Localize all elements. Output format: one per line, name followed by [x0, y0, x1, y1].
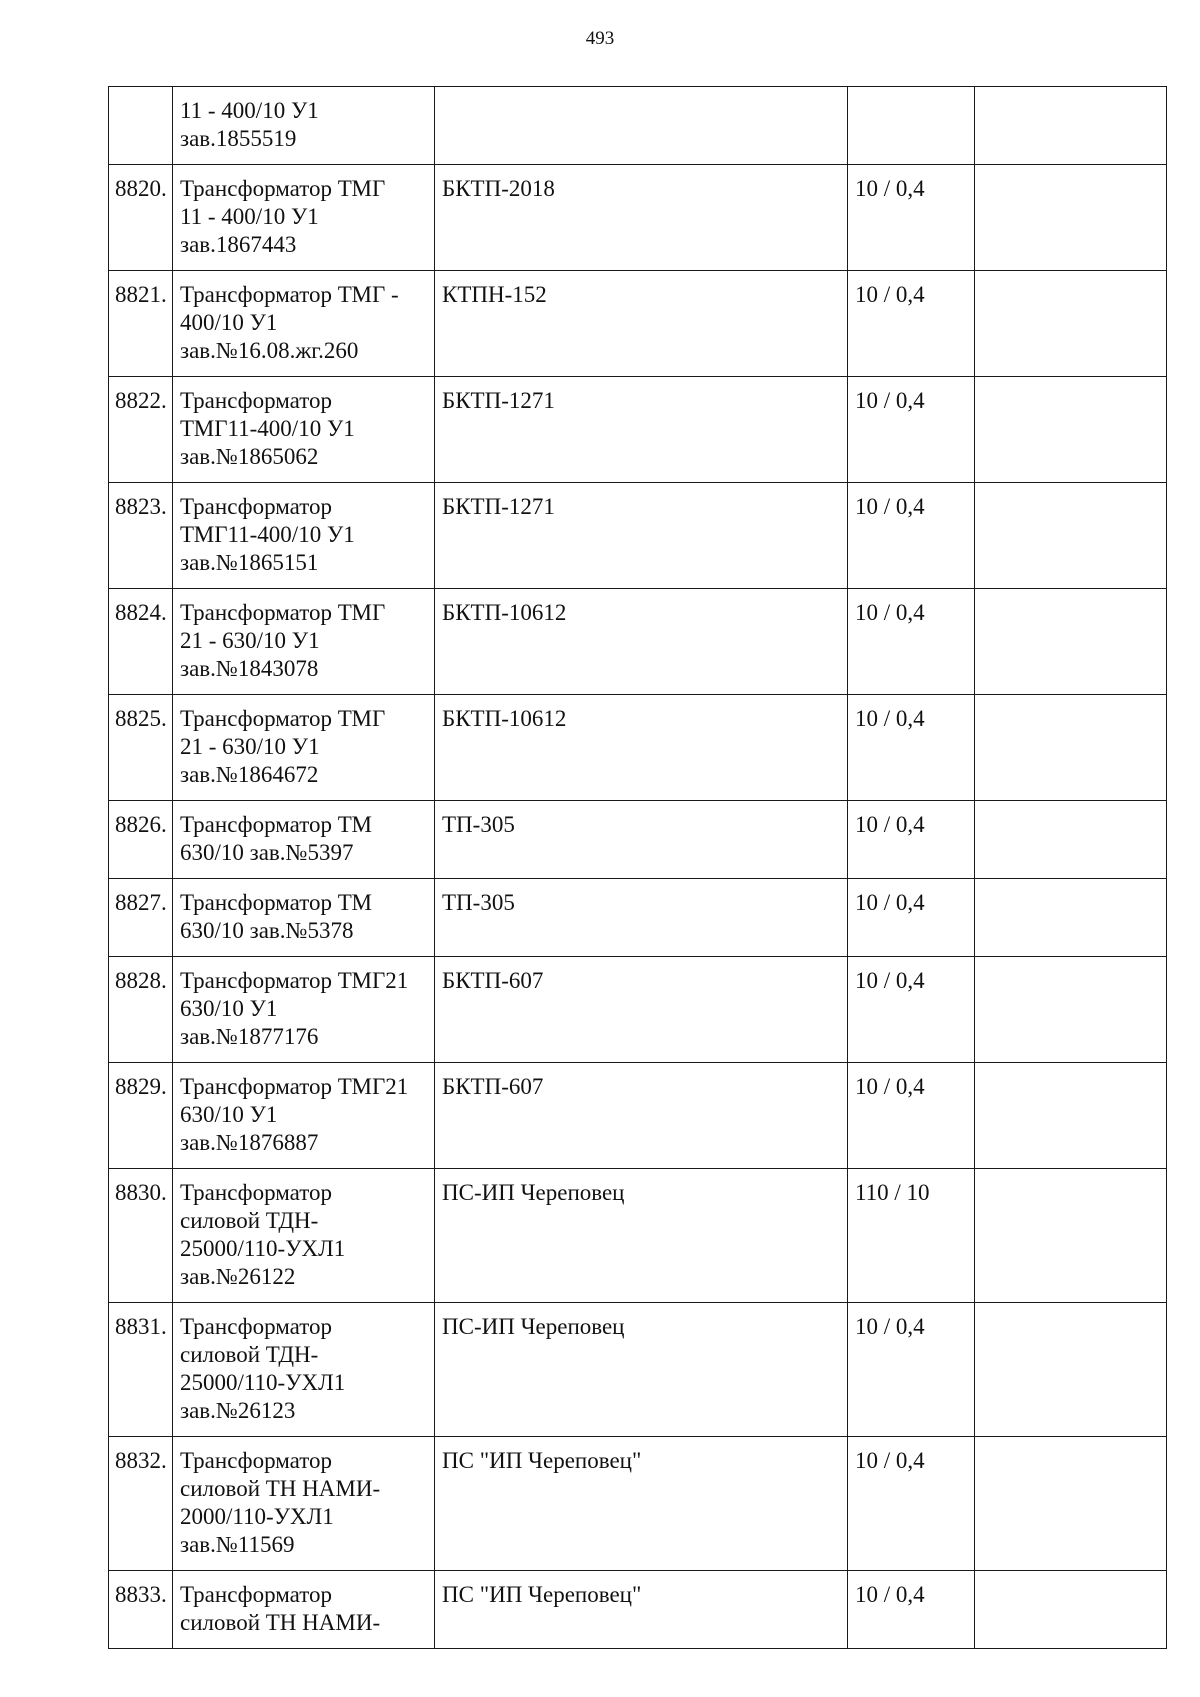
equipment-name-line: силовой ТН НАМИ- — [180, 1610, 381, 1635]
location: БКТП-607 — [435, 1063, 848, 1169]
equipment-name-line: зав.№26122 — [180, 1264, 296, 1289]
location: БКТП-10612 — [435, 695, 848, 801]
table-row — [109, 879, 1167, 957]
location: ПС "ИП Череповец" — [435, 1571, 848, 1649]
equipment-name-line: 11 - 400/10 У1 — [180, 98, 319, 123]
voltage: 10 / 0,4 — [848, 165, 975, 271]
equipment-name-line: 25000/110-УХЛ1 — [180, 1370, 346, 1395]
equipment-name-line: Трансформатор ТМ — [180, 812, 372, 837]
table-row — [109, 483, 1167, 589]
row-number: 8832. — [109, 1437, 173, 1571]
extra-cell — [975, 801, 1167, 879]
equipment-name-line: 400/10 У1 — [180, 310, 278, 335]
equipment-name — [173, 483, 435, 589]
location — [435, 87, 848, 165]
equipment-name — [173, 1169, 435, 1303]
equipment-name-line: Трансформатор — [180, 1180, 332, 1205]
row-number: 8833. — [109, 1571, 173, 1649]
row-number: 8830. — [109, 1169, 173, 1303]
equipment-name-line: зав.№1865062 — [180, 444, 319, 469]
table-row — [109, 1571, 1167, 1649]
equipment-name-line: 630/10 У1 — [180, 996, 278, 1021]
extra-cell — [975, 377, 1167, 483]
voltage: 10 / 0,4 — [848, 483, 975, 589]
equipment-name — [173, 879, 435, 957]
table-row — [109, 271, 1167, 377]
equipment-name — [173, 1437, 435, 1571]
extra-cell — [975, 695, 1167, 801]
row-number: 8827. — [109, 879, 173, 957]
equipment-name-line: зав.№1877176 — [180, 1024, 319, 1049]
equipment-name-line: зав.1855519 — [180, 126, 297, 151]
equipment-name-line: ТМГ11-400/10 У1 — [180, 522, 355, 547]
equipment-name — [173, 165, 435, 271]
voltage: 110 / 10 — [848, 1169, 975, 1303]
location: ТП-305 — [435, 879, 848, 957]
row-number: 8825. — [109, 695, 173, 801]
voltage: 10 / 0,4 — [848, 1303, 975, 1437]
equipment-name-line: зав.№1865151 — [180, 550, 319, 575]
equipment-name-line: зав.№1864672 — [180, 762, 319, 787]
voltage: 10 / 0,4 — [848, 589, 975, 695]
voltage: 10 / 0,4 — [848, 879, 975, 957]
row-number: 8826. — [109, 801, 173, 879]
equipment-name — [173, 1571, 435, 1649]
location: БКТП-10612 — [435, 589, 848, 695]
location: БКТП-1271 — [435, 377, 848, 483]
extra-cell — [975, 165, 1167, 271]
table-row — [109, 1437, 1167, 1571]
location: КТПН-152 — [435, 271, 848, 377]
voltage: 10 / 0,4 — [848, 801, 975, 879]
equipment-name — [173, 87, 435, 165]
table-body — [109, 87, 1167, 1649]
equipment-name-line: Трансформатор ТМГ21 — [180, 1074, 409, 1099]
row-number: 8823. — [109, 483, 173, 589]
table-row — [109, 695, 1167, 801]
location: ПС-ИП Череповец — [435, 1303, 848, 1437]
row-number: 8822. — [109, 377, 173, 483]
equipment-table — [108, 86, 1167, 1649]
equipment-name-line: 630/10 зав.№5397 — [180, 840, 354, 865]
equipment-name-line: 21 - 630/10 У1 — [180, 628, 320, 653]
equipment-name-line: силовой ТДН- — [180, 1208, 319, 1233]
equipment-name — [173, 695, 435, 801]
equipment-name-line: зав.№11569 — [180, 1532, 295, 1557]
equipment-name-line: зав.№16.08.жг.260 — [180, 338, 359, 363]
extra-cell — [975, 1303, 1167, 1437]
extra-cell — [975, 589, 1167, 695]
extra-cell — [975, 87, 1167, 165]
voltage — [848, 87, 975, 165]
location: БКТП-1271 — [435, 483, 848, 589]
equipment-name-line: силовой ТДН- — [180, 1342, 319, 1367]
equipment-name-line: зав.№1876887 — [180, 1130, 319, 1155]
page-number: 493 — [585, 28, 615, 49]
row-number: 8829. — [109, 1063, 173, 1169]
equipment-name — [173, 801, 435, 879]
voltage: 10 / 0,4 — [848, 1063, 975, 1169]
table-row — [109, 957, 1167, 1063]
row-number: 8824. — [109, 589, 173, 695]
equipment-name — [173, 589, 435, 695]
extra-cell — [975, 957, 1167, 1063]
equipment-name-line: зав.1867443 — [180, 232, 297, 257]
extra-cell — [975, 1437, 1167, 1571]
table-row — [109, 1063, 1167, 1169]
extra-cell — [975, 1169, 1167, 1303]
location: БКТП-2018 — [435, 165, 848, 271]
equipment-name-line: 630/10 зав.№5378 — [180, 918, 354, 943]
extra-cell — [975, 483, 1167, 589]
equipment-name-line: зав.№1843078 — [180, 656, 319, 681]
table-row — [109, 801, 1167, 879]
equipment-name-line: Трансформатор ТМГ21 — [180, 968, 409, 993]
equipment-name — [173, 271, 435, 377]
equipment-name-line: Трансформатор ТМГ — [180, 176, 386, 201]
equipment-name-line: Трансформатор ТМГ — [180, 600, 386, 625]
equipment-name-line: ТМГ11-400/10 У1 — [180, 416, 355, 441]
equipment-name — [173, 377, 435, 483]
row-number: 8828. — [109, 957, 173, 1063]
row-number: 8821. — [109, 271, 173, 377]
extra-cell — [975, 271, 1167, 377]
extra-cell — [975, 1063, 1167, 1169]
voltage: 10 / 0,4 — [848, 957, 975, 1063]
table-row — [109, 1303, 1167, 1437]
table-row — [109, 87, 1167, 165]
location: ПС "ИП Череповец" — [435, 1437, 848, 1571]
row-number: 8820. — [109, 165, 173, 271]
table-row — [109, 165, 1167, 271]
equipment-name-line: Трансформатор — [180, 494, 332, 519]
equipment-name-line: Трансформатор — [180, 1448, 332, 1473]
equipment-name — [173, 957, 435, 1063]
equipment-name — [173, 1063, 435, 1169]
location: БКТП-607 — [435, 957, 848, 1063]
equipment-name-line: 25000/110-УХЛ1 — [180, 1236, 346, 1261]
voltage: 10 / 0,4 — [848, 271, 975, 377]
table-row — [109, 377, 1167, 483]
voltage: 10 / 0,4 — [848, 377, 975, 483]
extra-cell — [975, 879, 1167, 957]
equipment-name — [173, 1303, 435, 1437]
equipment-name-line: 11 - 400/10 У1 — [180, 204, 319, 229]
location: ПС-ИП Череповец — [435, 1169, 848, 1303]
equipment-name-line: Трансформатор — [180, 1314, 332, 1339]
table-row — [109, 589, 1167, 695]
row-number — [109, 87, 173, 165]
voltage: 10 / 0,4 — [848, 695, 975, 801]
equipment-name-line: силовой ТН НАМИ- — [180, 1476, 381, 1501]
equipment-name-line: Трансформатор ТМ — [180, 890, 372, 915]
row-number: 8831. — [109, 1303, 173, 1437]
location: ТП-305 — [435, 801, 848, 879]
equipment-name-line: 21 - 630/10 У1 — [180, 734, 320, 759]
equipment-name-line: Трансформатор ТМГ - — [180, 282, 399, 307]
table-row — [109, 1169, 1167, 1303]
equipment-name-line: Трансформатор — [180, 388, 332, 413]
equipment-name-line: Трансформатор ТМГ — [180, 706, 386, 731]
equipment-name-line: 630/10 У1 — [180, 1102, 278, 1127]
voltage: 10 / 0,4 — [848, 1571, 975, 1649]
equipment-name-line: Трансформатор — [180, 1582, 332, 1607]
extra-cell — [975, 1571, 1167, 1649]
equipment-name-line: зав.№26123 — [180, 1398, 296, 1423]
voltage: 10 / 0,4 — [848, 1437, 975, 1571]
equipment-name-line: 2000/110-УХЛ1 — [180, 1504, 334, 1529]
